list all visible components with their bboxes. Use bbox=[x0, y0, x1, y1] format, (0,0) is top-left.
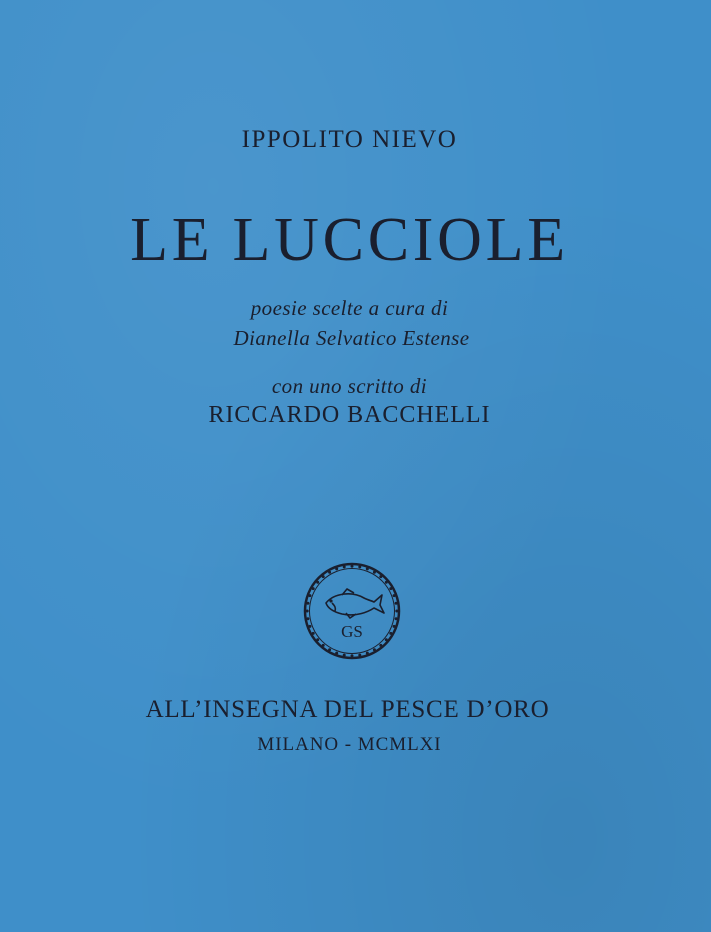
seal-bead bbox=[389, 632, 392, 635]
seal-bead bbox=[366, 567, 369, 570]
seal-bead bbox=[385, 638, 388, 641]
seal-bead bbox=[379, 644, 382, 647]
fish-seal-icon bbox=[302, 561, 402, 661]
seal-bead bbox=[322, 575, 325, 578]
seal-bead bbox=[393, 594, 396, 597]
publisher-name: ALL’INSEGNA DEL PESCE D’ORO bbox=[145, 696, 550, 723]
seal-bead bbox=[373, 648, 376, 651]
seal-bead bbox=[335, 652, 338, 655]
seal-bead bbox=[322, 644, 325, 647]
seal-bead bbox=[358, 565, 361, 568]
edition-line-2: Dianella Selvatico Estense bbox=[233, 326, 470, 350]
seal-bead bbox=[395, 610, 398, 613]
seal-bead bbox=[379, 575, 382, 578]
seal-bead bbox=[335, 567, 338, 570]
seal-bead bbox=[389, 587, 392, 590]
seal-bead bbox=[306, 617, 309, 620]
seal-bead bbox=[328, 571, 331, 574]
seal-bead bbox=[316, 638, 319, 641]
seal-bead bbox=[351, 565, 354, 568]
seal-bead bbox=[328, 648, 331, 651]
seal-bead bbox=[306, 602, 309, 605]
seal-bead bbox=[385, 581, 388, 584]
seal-bead bbox=[316, 581, 319, 584]
seal-bead bbox=[395, 617, 398, 620]
seal-bead bbox=[393, 625, 396, 628]
seal-bead bbox=[343, 565, 346, 568]
book-title: LE LUCCIOLE bbox=[130, 206, 569, 274]
seal-bead bbox=[306, 610, 309, 613]
edition-line-1: poesie scelte a cura di bbox=[250, 296, 449, 320]
seal-bead bbox=[308, 594, 311, 597]
seal-bead bbox=[351, 654, 354, 657]
seal-bead bbox=[308, 625, 311, 628]
seal-monogram: GS bbox=[341, 622, 363, 641]
author-name: IPPOLITO NIEVO bbox=[241, 126, 458, 153]
seal-bead bbox=[373, 571, 376, 574]
seal-bead bbox=[312, 587, 315, 590]
seal-bead bbox=[358, 654, 361, 657]
seal-bead bbox=[343, 654, 346, 657]
seal-bead bbox=[366, 652, 369, 655]
imprint-line: MILANO - MCMLXI bbox=[257, 734, 442, 755]
seal-bead bbox=[395, 602, 398, 605]
writing-line: con uno scritto di bbox=[271, 374, 428, 398]
contributor-name: RICCARDO BACCHELLI bbox=[208, 402, 491, 428]
seal-bead bbox=[312, 632, 315, 635]
